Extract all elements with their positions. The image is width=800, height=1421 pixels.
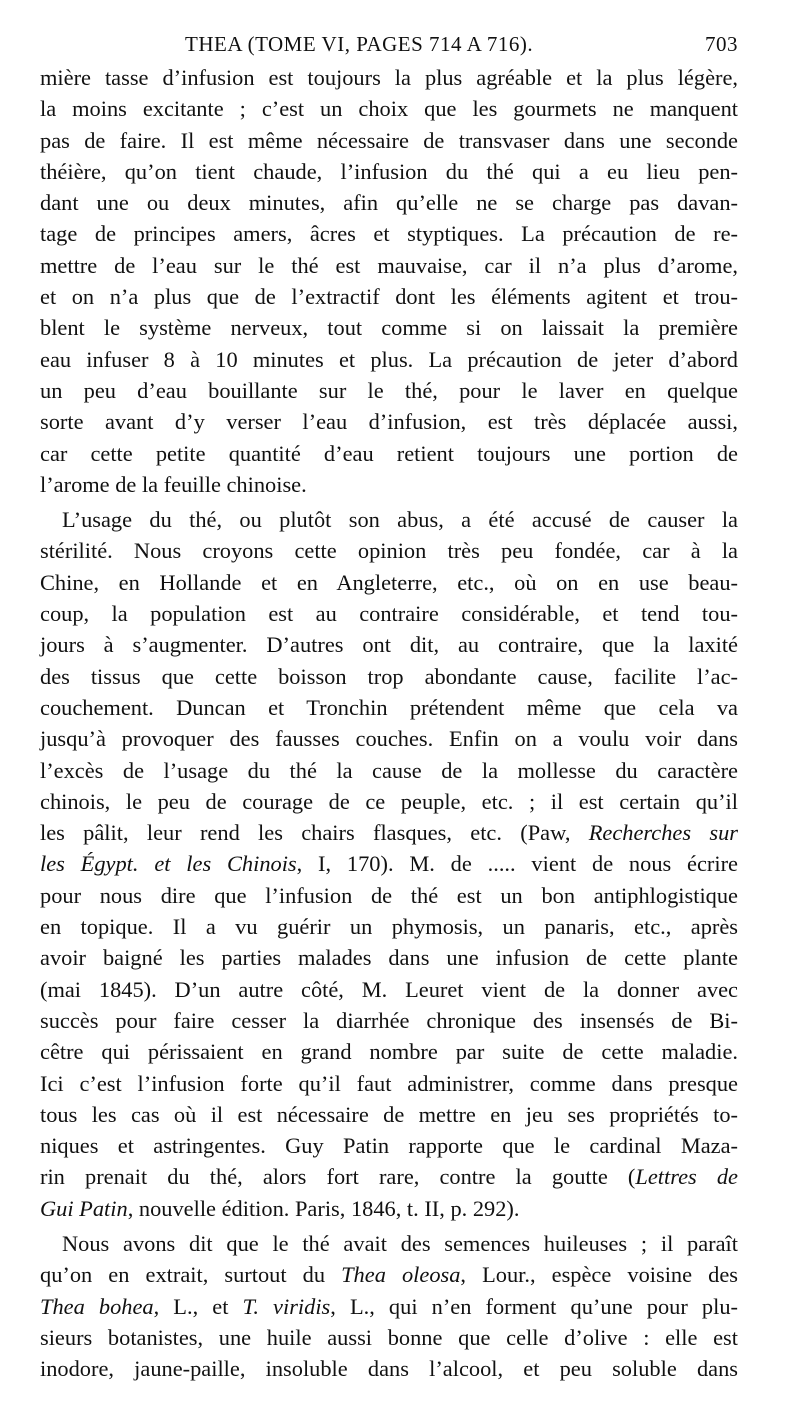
text-line: Nous avons dit que le thé avait des semences huileuses ; il paraît: [62, 1230, 738, 1256]
text-line: chinois, le peu de courage de ce peuple, etc. ; il est certain qu’il: [40, 788, 738, 814]
running-header: [40, 30, 738, 62]
text-line: les Égypt. et les Chinois, I, 170). M. de ..... vient de nous écrire: [40, 851, 738, 877]
text-line: les pâlit, leur rend les chairs flasques, etc. (Paw, Recherches sur: [40, 820, 738, 846]
text-line: car cette petite quantité d’eau retient toujours une portion de: [40, 440, 738, 466]
text-line: couchement. Duncan et Tronchin prétendent même que cela va: [40, 694, 738, 720]
text-line: sorte avant d’y verser l’eau d’infusion, est très déplacée aussi,: [40, 409, 738, 435]
text-line: L’usage du thé, ou plutôt son abus, a été accusé de causer la: [62, 507, 738, 533]
text-line: succès pour faire cesser la diarrhée chronique des insensés de Bi-: [40, 1007, 738, 1033]
text-line: stérilité. Nous croyons cette opinion très peu fondée, car à la: [40, 538, 738, 564]
page-number: 703: [705, 32, 738, 56]
paragraph: [40, 62, 738, 500]
text-line: et on n’a plus que de l’extractif dont les éléments agitent et trou-: [40, 284, 738, 310]
text-line: Gui Patin, nouvelle édition. Paris, 1846, t. II, p. 292).: [40, 1195, 520, 1221]
text-line: jours à s’augmenter. D’autres ont dit, au contraire, que la laxité: [40, 632, 738, 658]
text-line: l’arome de la feuille chinoise.: [40, 471, 307, 497]
text-line: la moins excitante ; c’est un choix que les gourmets ne manquent: [40, 96, 738, 122]
text-line: coup, la population est au contraire considérable, et tend tou-: [40, 601, 738, 627]
text-line: mière tasse d’infusion est toujours la plus agréable et la plus légère,: [40, 65, 738, 90]
text-line: mettre de l’eau sur le thé est mauvaise, car il n’a plus d’arome,: [40, 252, 738, 278]
running-title: THEA (TOME VI, PAGES 714 A 716).: [185, 32, 534, 56]
text-line: rin prenait du thé, alors fort rare, contre la goutte (Lettres de: [40, 1164, 738, 1190]
text-line: jusqu’à provoquer des fausses couches. Enfin on a voulu voir dans: [40, 726, 738, 752]
text-line: inodore, jaune-paille, insoluble dans l’alcool, et peu soluble dans: [40, 1356, 738, 1382]
text-line: pas de faire. Il est même nécessaire de transvaser dans une seconde: [40, 127, 738, 153]
text-line: niques et astringentes. Guy Patin rapporte que le cardinal Maza-: [40, 1133, 738, 1159]
text-line: sieurs botanistes, une huile aussi bonne que celle d’olive : elle est: [40, 1324, 738, 1350]
text-line: blent le système nerveux, tout comme si on laissait la première: [40, 315, 738, 341]
text-line: des tissus que cette boisson trop abondante cause, facilite l’ac-: [40, 663, 738, 689]
text-line: un peu d’eau bouillante sur le thé, pour le laver en quelque: [40, 377, 738, 403]
text-line: pour nous dire que l’infusion de thé est un bon antiphlogistique: [40, 882, 738, 908]
text-line: Thea bohea, L., et T. viridis, L., qui n’en forment qu’une pour plu-: [40, 1293, 738, 1319]
body-text: [40, 62, 738, 1384]
text-line: théière, qu’on tient chaude, l’infusion du thé qui a eu lieu pen-: [40, 158, 738, 184]
text-line: eau infuser 8 à 10 minutes et plus. La précaution de jeter d’abord: [40, 346, 738, 372]
text-line: cêtre qui périssaient en grand nombre par suite de cette maladie.: [40, 1039, 738, 1065]
text-line: tous les cas où il est nécessaire de mettre en jeu ses propriétés to-: [40, 1101, 738, 1127]
text-line: l’excès de l’usage du thé la cause de la mollesse du caractère: [40, 757, 738, 783]
text-line: avoir baigné les parties malades dans une infusion de cette plante: [40, 945, 738, 971]
text-line: (mai 1845). D’un autre côté, M. Leuret vient de la donner avec: [40, 976, 738, 1002]
paragraph: [40, 1228, 738, 1384]
paragraph: [40, 504, 738, 1224]
text-line: tage de principes amers, âcres et styptiques. La précaution de re-: [40, 221, 738, 247]
text-line: en topique. Il a vu guérir un phymosis, un panaris, etc., après: [40, 914, 738, 940]
text-line: Chine, en Hollande et en Angleterre, etc., où on en use beau-: [40, 569, 738, 595]
text-line: dant une ou deux minutes, afin qu’elle ne se charge pas davan-: [40, 190, 738, 216]
text-line: qu’on en extrait, surtout du Thea oleosa, Lour., espèce voisine des: [40, 1262, 738, 1288]
text-line: Ici c’est l’infusion forte qu’il faut administrer, comme dans presque: [40, 1070, 738, 1096]
